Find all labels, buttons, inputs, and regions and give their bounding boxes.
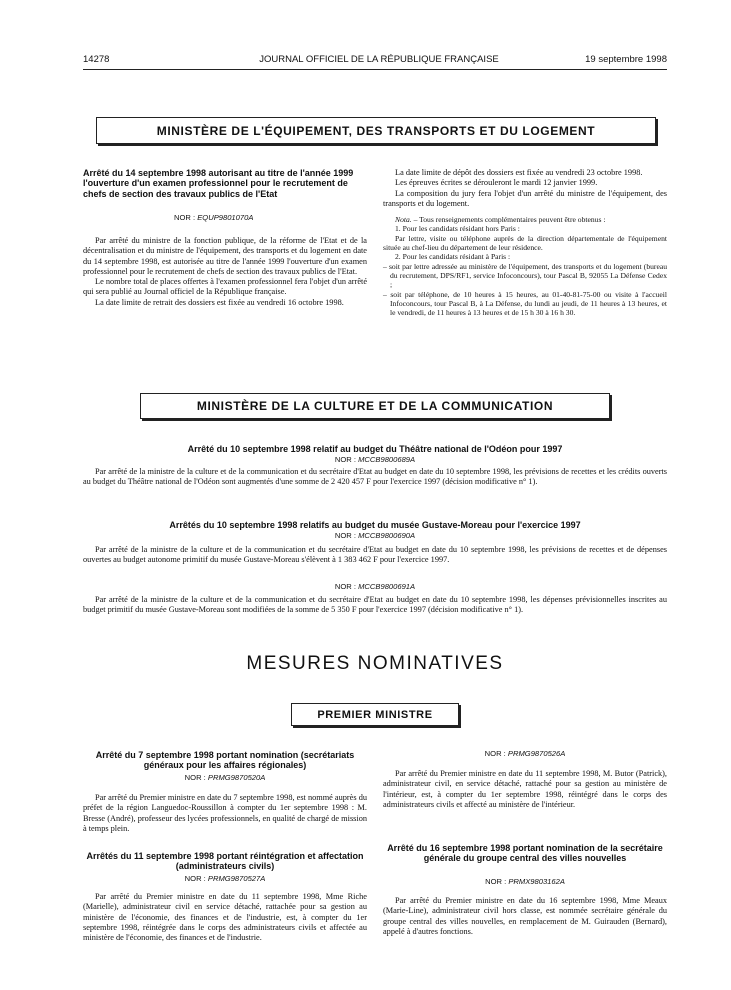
paragraph: Le nombre total de places offertes à l'examen professionnel fera l'objet d'un arrêté qui sera publié au Journal officiel de la République française. [83, 277, 367, 297]
section-heading-equipement [96, 117, 656, 144]
journal-title: JOURNAL OFFICIEL DE LA RÉPUBLIQUE FRANÇAISE [259, 54, 499, 65]
nor-moreau-1: NOR : MCCB9800690A [334, 531, 416, 540]
arrete-title-16-septembre: Arrêté du 16 septembre 1998 portant nomination de la secrétaire générale du groupe central des villes nouvelles [387, 843, 663, 864]
nota [383, 215, 667, 224]
paragraph: La composition du jury fera l'objet d'un arrêté du ministre de l'équipement, des transports et du logement. [383, 188, 667, 208]
section-heading-culture-text: MINISTÈRE DE LA CULTURE ET DE LA COMMUNICATION [196, 399, 554, 413]
header-rule [83, 69, 667, 70]
section-heading-premier-ministre [291, 703, 459, 726]
arrete-title-7-septembre: Arrêté du 7 septembre 1998 portant nomination (secrétariats généraux pour les affaires régionales) [95, 750, 355, 771]
arrete-title-moreau: Arrêtés du 10 septembre 1998 relatifs au budget du musée Gustave-Moreau pour l'exercice 1997 [169, 520, 581, 530]
mesures-nominatives-heading: MESURES NOMINATIVES [246, 653, 504, 674]
nor-odeon: NOR : MCCB9800689A [334, 455, 416, 464]
paragraph: Les épreuves écrites se dérouleront le mardi 12 janvier 1999. [395, 178, 598, 188]
nota-item: 1. Pour les candidats résidant hors Paris : [395, 224, 520, 234]
paragraph-moreau-2: Par arrêté de la ministre de la culture et de la communication et du secrétaire d'Etat au budget en date du 10 septembre 1998, les dépenses prévisionnelles inscrites au budget primitif du musée Gustave-Moreau sont modifiées de la somme de 5 350 F pour l'exercice 1997 (décision modificative n° 1). [83, 595, 667, 615]
page-number: 14278 [83, 54, 110, 65]
paragraph: Par arrêté du ministre de la fonction publique, de la réforme de l'Etat et de la décentralisation et du ministre de l'équipement, des transports et du logement en date du 14 septembre 1998, est autorisée au titre de l'année 1999 l'ouverture d'un examen professionnel pour le recrutement de chefs de section des travaux publics de l'Etat. [83, 236, 367, 276]
section-heading-equipement-text: MINISTÈRE DE L'ÉQUIPEMENT, DES TRANSPORTS ET DU LOGEMENT [156, 123, 596, 138]
paragraph-11-septembre-1: Par arrêté du Premier ministre en date du 11 septembre 1998, Mme Riche (Marielle), administrateur civil en service détaché, rattachée pour sa gestion au ministère de l'économie, des finances et de l'industrie, est, à compter du 1er septembre 1998, réintégrée dans le corps des administrateurs civils et affectée au ministère de l'économie, des finances et de l'industrie. [83, 892, 367, 943]
nota-item: – soit par téléphone, de 10 heures à 15 heures, au 01-40-81-75-00 ou visite à l'accueil Infoconcours, tour Pascal B, à La Défense, du lundi au jeudi, de 11 heures à 13 heures, et le vendredi, de 11 heures à 13 heures et de 15 h 30 à 16 h 30. [383, 289, 667, 318]
paragraph-odeon: Par arrêté de la ministre de la culture et de la communication et du secrétaire d'Etat au budget en date du 10 septembre 1998, les prévisions de recettes et les crédits ouverts au budget du Théâtre national de l'Odéon sont augmentés d'une somme de 2 420 457 F pour l'exercice 1997 (décision modificative n° 1). [83, 467, 667, 487]
paragraph: La date limite de retrait des dossiers est fixée au vendredi 16 octobre 1998. [95, 297, 344, 307]
section-heading-culture [140, 393, 610, 419]
nota-item: – soit par lettre adressée au ministère de l'équipement, des transports et du logement (bureau du recrutement, DPS/RF1, service Infoconcours), tour Pascal B, 92055 La Défense Cedex ; [383, 261, 667, 290]
paragraph-16-septembre: Par arrêté du Premier ministre en date du 16 septembre 1998, Mme Meaux (Marie-Line), administrateur civil hors classe, est nommée secrétaire générale du groupe central des villes nouvelles, en remplacement de M. Guirauden (Bernard), appelé à d'autres fonctions. [383, 896, 667, 936]
nor-11-septembre-1: NOR : PRMG9870527A [184, 874, 266, 883]
nota-item: 2. Pour les candidats résidant à Paris : [395, 252, 511, 262]
nor-7-septembre: NOR : PRMG9870520A [184, 773, 266, 782]
issue-date: 19 septembre 1998 [585, 54, 667, 65]
arrete-title-11-septembre: Arrêtés du 11 septembre 1998 portant réintégration et affectation (administrateurs civils) [86, 851, 364, 872]
nota-item: Par lettre, visite ou téléphone auprès de la direction départementale de l'équipement située au chef-lieu du département de leur résidence. [383, 233, 667, 253]
nota-label: Nota. [395, 215, 412, 225]
nor-16-septembre: NOR : PRMX9803162A [485, 877, 565, 886]
equipement-left-column [83, 236, 367, 308]
paragraph-7-septembre: Par arrêté du Premier ministre en date du 7 septembre 1998, est nommé auprès du préfet de la région Languedoc-Roussillon à compter du 1er septembre 1998 : M. Bresse (André), professeur des lycées professionnels, en qualité de chargé de mission à temps plein. [83, 793, 367, 833]
nor-equipement: NOR : EQUP9801070A [174, 213, 254, 222]
nor-11-septembre-2: NOR : PRMG9870526A [484, 749, 566, 758]
arrete-title-equipement: Arrêté du 14 septembre 1998 autorisant au titre de l'année 1999 l'ouverture d'un examen professionnel pour le recrutement de chefs de section des travaux publics de l'Etat [83, 168, 354, 199]
equipement-right-column [383, 168, 667, 317]
nota-text: – Tous renseignements complémentaires peuvent être obtenus : [411, 215, 606, 225]
section-heading-premier-ministre-text: PREMIER MINISTRE [317, 708, 433, 721]
paragraph: La date limite de dépôt des dossiers est fixée au vendredi 23 octobre 1998. [395, 168, 643, 177]
nor-moreau-2: NOR : MCCB9800691A [334, 582, 416, 591]
paragraph-moreau-1: Par arrêté de la ministre de la culture et de la communication et du secrétaire d'Etat au budget en date du 10 septembre 1998, les prévisions de recettes et de dépenses ouvertes au budget autonome primitif du musée Gustave-Moreau s'élèvent à 1 383 462 F pour l'exercice 1997. [83, 545, 667, 565]
paragraph-11-septembre-2: Par arrêté du Premier ministre en date du 11 septembre 1998, M. Butor (Patrick), administrateur civil, en service détaché, rattaché pour sa gestion au ministère de l'intérieur, est, à compter du 1er septembre 1998, réintégré dans le corps des administrateurs civils et affecté au ministère de l'intérieur. [383, 769, 667, 809]
arrete-title-odeon: Arrêté du 10 septembre 1998 relatif au budget du Théâtre national de l'Odéon pour 1997 [187, 444, 563, 454]
